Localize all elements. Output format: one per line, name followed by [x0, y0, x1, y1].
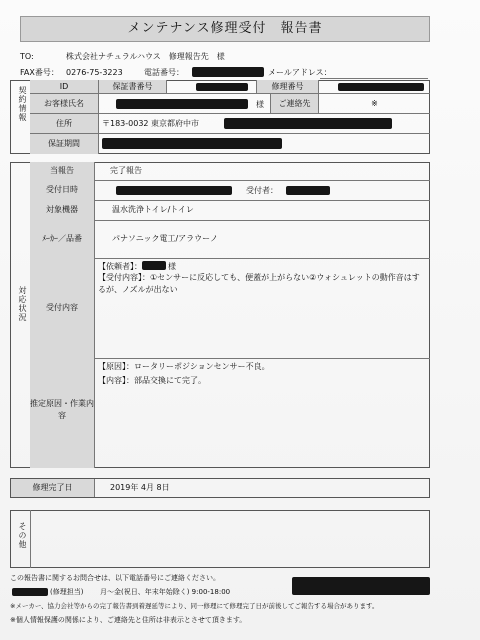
- redacted-warranty-period: [102, 138, 282, 149]
- customer-suffix: 様: [256, 100, 264, 109]
- other-label: その他: [18, 522, 27, 549]
- maker-value: パナソニック電工/アラウーノ: [112, 234, 218, 243]
- repair-no-label: 修理番号: [256, 80, 318, 94]
- content-text: 【受付内容】：①センサーに反応しても、便蓋が上がらない②ウォシュレットの動作音はするが、ノズルが出ない: [98, 273, 420, 294]
- redacted-receiver: [286, 186, 330, 195]
- content-label: 受付内容: [30, 258, 94, 358]
- fax-label: FAX番号：: [20, 68, 59, 77]
- completion-label: 修理完了日: [11, 479, 95, 497]
- maker-label: ﾒｰｶｰ／品番: [30, 220, 94, 258]
- requester-label: 【依頼者】：: [98, 262, 142, 271]
- address-value: 〒183-0032 東京都府中市: [98, 114, 430, 134]
- footer-line2-label: (修理担当): [50, 588, 84, 596]
- redacted-repair-person: [12, 588, 48, 596]
- response-status-label: 対応状況: [18, 286, 27, 322]
- id-label: ID: [30, 80, 98, 94]
- mail-underline: [320, 78, 428, 79]
- redacted-repair-no: [338, 83, 424, 91]
- contact-label: ご連絡先: [270, 94, 318, 114]
- to-label: TO:: [20, 52, 34, 61]
- redacted-customer-name: [116, 99, 248, 109]
- requester-suffix: 様: [168, 262, 176, 271]
- mail-label: メールアドレス：: [268, 68, 332, 77]
- target-value: 温水洗浄トイレ/トイレ: [112, 205, 194, 214]
- redacted-warranty-no: [196, 83, 248, 91]
- contract-info-label: 契約情報: [18, 86, 27, 122]
- report-label: 当報告: [30, 162, 94, 180]
- cause-label: 推定原因・作業内容: [30, 358, 94, 468]
- tel-label: 電話番号：: [144, 68, 184, 77]
- receiver-label: 受付者：: [246, 186, 278, 195]
- received-label: 受付日時: [30, 180, 94, 200]
- footer-line3: ※メーカー、協力会社等からの完了報告書到着遅延等により、同一修理にて修理完了日が前後してご報告する場合があります。: [10, 602, 379, 610]
- redacted-contact-block: [292, 577, 430, 595]
- redacted-phone: [192, 67, 264, 77]
- document-title: メンテナンス修理受付 報告書: [20, 16, 430, 42]
- divider: [94, 162, 95, 468]
- footer-line4: ※個人情報保護の関係により、ご連絡先と住所は非表示とさせて頂きます。: [10, 616, 247, 624]
- completion-value: 2019年 4月 8日: [110, 483, 170, 492]
- to-value: 株式会社ナチュラルハウス 修理報告先 様: [66, 52, 225, 61]
- warranty-period-label: 保証期間: [30, 134, 98, 154]
- address-label: 住所: [30, 114, 98, 134]
- work-text: 【内容】：部品交換にて完了。: [98, 376, 206, 385]
- footer-line2-value: 月〜金(祝日、年末年始除く) 9:00-18:00: [100, 588, 231, 596]
- divider: [30, 510, 31, 568]
- cause-text: 【原因】：ロータリーポジションセンサー不良。: [98, 362, 270, 371]
- footer-line1: この報告書に関するお問合せは、以下電話番号にご連絡ください。: [10, 574, 220, 582]
- redacted-received-date: [116, 186, 232, 195]
- warranty-no-label: 保証書番号: [98, 80, 166, 94]
- customer-label: お客様氏名: [30, 94, 98, 114]
- fax-value: 0276-75-3223: [66, 68, 123, 77]
- other-box: [10, 510, 430, 568]
- redacted-address: [224, 118, 392, 129]
- redacted-requester: [142, 261, 166, 270]
- target-label: 対象機器: [30, 200, 94, 220]
- report-value: 完了報告: [110, 166, 142, 175]
- contact-value: ※: [318, 94, 430, 114]
